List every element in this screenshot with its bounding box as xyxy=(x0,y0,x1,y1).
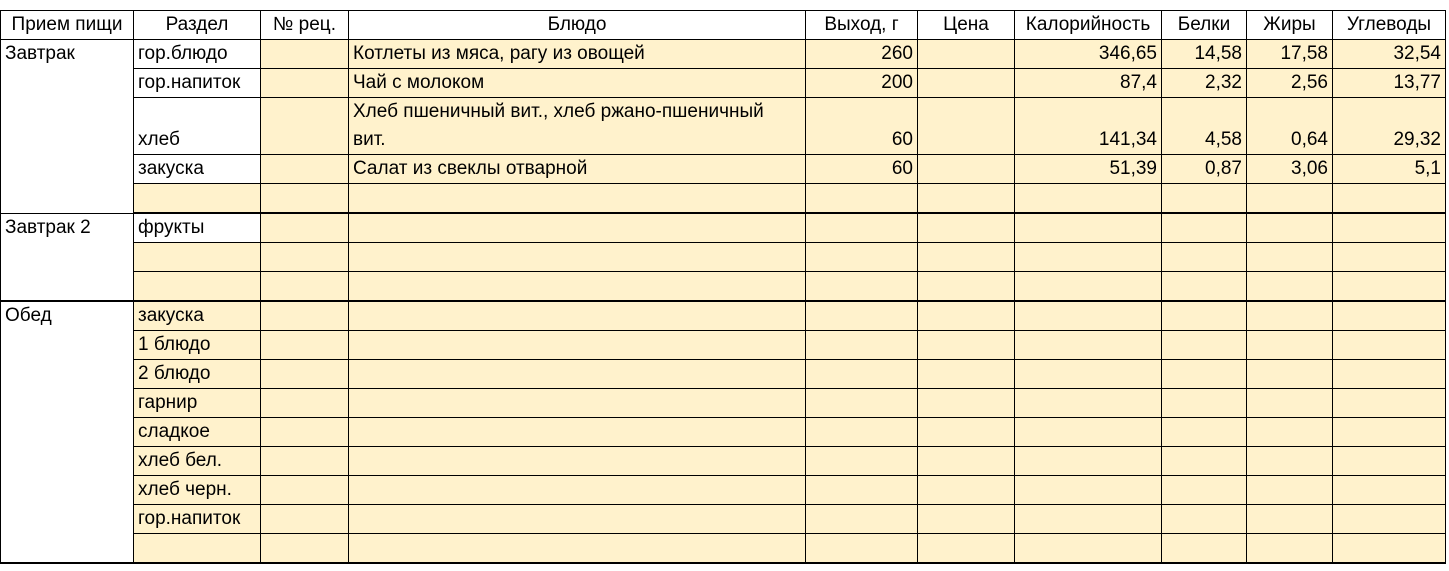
section-cell[interactable]: сладкое xyxy=(134,418,261,447)
protein-cell[interactable] xyxy=(1162,213,1247,243)
section-cell[interactable]: 2 блюдо xyxy=(134,360,261,389)
protein-cell[interactable] xyxy=(1162,447,1247,476)
recipe-cell[interactable] xyxy=(261,505,349,534)
yield-cell[interactable] xyxy=(806,213,918,243)
yield-cell[interactable] xyxy=(806,447,918,476)
calories-cell[interactable] xyxy=(1015,360,1162,389)
calories-cell[interactable] xyxy=(1015,447,1162,476)
fat-cell[interactable] xyxy=(1247,301,1333,331)
recipe-cell[interactable] xyxy=(261,213,349,243)
calories-cell[interactable]: 141,34 xyxy=(1015,98,1162,155)
recipe-cell[interactable] xyxy=(261,360,349,389)
table-row xyxy=(1,98,1446,155)
recipe-cell[interactable] xyxy=(261,184,349,214)
section-cell[interactable]: 1 блюдо xyxy=(134,331,261,360)
yield-cell[interactable] xyxy=(806,534,918,564)
fat-cell[interactable] xyxy=(1247,505,1333,534)
fat-cell[interactable] xyxy=(1247,360,1333,389)
protein-cell[interactable]: 4,58 xyxy=(1162,98,1247,155)
fat-cell[interactable] xyxy=(1247,447,1333,476)
carbs-cell[interactable]: 13,77 xyxy=(1333,69,1446,98)
table-row xyxy=(1,389,1446,418)
recipe-cell[interactable] xyxy=(261,98,349,155)
carbs-cell[interactable] xyxy=(1333,534,1446,564)
dish-cell[interactable] xyxy=(349,447,806,476)
protein-cell[interactable] xyxy=(1162,331,1247,360)
price-cell[interactable] xyxy=(918,243,1015,272)
protein-cell[interactable] xyxy=(1162,184,1247,214)
yield-cell[interactable]: 60 xyxy=(806,155,918,184)
price-cell[interactable] xyxy=(918,389,1015,418)
fat-cell[interactable] xyxy=(1247,243,1333,272)
carbs-cell[interactable]: 32,54 xyxy=(1333,40,1446,69)
section-cell[interactable] xyxy=(134,272,261,302)
section-cell[interactable]: хлеб бел. xyxy=(134,447,261,476)
protein-cell[interactable] xyxy=(1162,534,1247,564)
protein-cell[interactable] xyxy=(1162,360,1247,389)
price-cell[interactable] xyxy=(918,98,1015,155)
price-cell[interactable] xyxy=(918,301,1015,331)
section-cell[interactable]: фрукты xyxy=(134,213,261,243)
yield-cell[interactable] xyxy=(806,301,918,331)
calories-cell[interactable] xyxy=(1015,301,1162,331)
dish-cell[interactable] xyxy=(349,213,806,243)
calories-cell[interactable] xyxy=(1015,243,1162,272)
table-row xyxy=(1,505,1446,534)
dish-cell[interactable]: Котлеты из мяса, рагу из овощей xyxy=(349,40,806,69)
protein-cell[interactable] xyxy=(1162,389,1247,418)
yield-cell[interactable] xyxy=(806,505,918,534)
calories-cell[interactable] xyxy=(1015,272,1162,302)
carbs-cell[interactable] xyxy=(1333,505,1446,534)
protein-cell[interactable] xyxy=(1162,243,1247,272)
yield-cell[interactable]: 60 xyxy=(806,98,918,155)
header-row xyxy=(1,11,1446,40)
header-dish: Блюдо xyxy=(349,11,806,40)
price-cell[interactable] xyxy=(918,476,1015,505)
carbs-cell[interactable] xyxy=(1333,243,1446,272)
fat-cell[interactable]: 3,06 xyxy=(1247,155,1333,184)
price-cell[interactable] xyxy=(918,447,1015,476)
table-row xyxy=(1,243,1446,272)
dish-cell[interactable] xyxy=(349,476,806,505)
carbs-cell[interactable] xyxy=(1333,331,1446,360)
protein-cell[interactable]: 2,32 xyxy=(1162,69,1247,98)
section-cell[interactable] xyxy=(134,243,261,272)
header-meal: Прием пищи xyxy=(1,11,134,40)
calories-cell[interactable] xyxy=(1015,213,1162,243)
section-cell[interactable]: хлеб черн. xyxy=(134,476,261,505)
table-row xyxy=(1,69,1446,98)
recipe-cell[interactable] xyxy=(261,418,349,447)
recipe-cell[interactable] xyxy=(261,69,349,98)
recipe-cell[interactable] xyxy=(261,447,349,476)
section-cell[interactable]: гор.блюдо xyxy=(134,40,261,69)
price-cell[interactable] xyxy=(918,360,1015,389)
header-yield: Выход, г xyxy=(806,11,918,40)
yield-cell[interactable] xyxy=(806,389,918,418)
recipe-cell[interactable] xyxy=(261,301,349,331)
table-row xyxy=(1,360,1446,389)
yield-cell[interactable] xyxy=(806,360,918,389)
price-cell[interactable] xyxy=(918,40,1015,69)
header-calories: Калорийность xyxy=(1015,11,1162,40)
fat-cell[interactable]: 17,58 xyxy=(1247,40,1333,69)
dish-cell[interactable] xyxy=(349,243,806,272)
yield-cell[interactable] xyxy=(806,272,918,302)
protein-cell[interactable] xyxy=(1162,476,1247,505)
section-cell[interactable]: гор.напиток xyxy=(134,69,261,98)
carbs-cell[interactable] xyxy=(1333,447,1446,476)
calories-cell[interactable]: 346,65 xyxy=(1015,40,1162,69)
table-row xyxy=(1,476,1446,505)
meal-cell[interactable]: Завтрак xyxy=(1,40,134,214)
price-cell[interactable] xyxy=(918,69,1015,98)
section-cell[interactable]: закуска xyxy=(134,301,261,331)
carbs-cell[interactable] xyxy=(1333,213,1446,243)
header-section: Раздел xyxy=(134,11,261,40)
dish-cell[interactable] xyxy=(349,272,806,302)
recipe-cell[interactable] xyxy=(261,40,349,69)
calories-cell[interactable]: 87,4 xyxy=(1015,69,1162,98)
recipe-cell[interactable] xyxy=(261,155,349,184)
price-cell[interactable] xyxy=(918,418,1015,447)
section-cell[interactable]: гор.напиток xyxy=(134,505,261,534)
section-cell[interactable]: хлеб xyxy=(134,98,261,155)
table-row xyxy=(1,213,1446,243)
yield-cell[interactable] xyxy=(806,184,918,214)
dish-cell[interactable] xyxy=(349,505,806,534)
protein-cell[interactable] xyxy=(1162,272,1247,302)
calories-cell[interactable] xyxy=(1015,505,1162,534)
yield-cell[interactable] xyxy=(806,476,918,505)
carbs-cell[interactable] xyxy=(1333,184,1446,214)
carbs-cell[interactable] xyxy=(1333,418,1446,447)
fat-cell[interactable] xyxy=(1247,331,1333,360)
price-cell[interactable] xyxy=(918,331,1015,360)
calories-cell[interactable] xyxy=(1015,476,1162,505)
meal-cell[interactable]: Обед xyxy=(1,301,134,563)
header-price: Цена xyxy=(918,11,1015,40)
protein-cell[interactable] xyxy=(1162,505,1247,534)
carbs-cell[interactable] xyxy=(1333,301,1446,331)
fat-cell[interactable]: 0,64 xyxy=(1247,98,1333,155)
dish-cell[interactable] xyxy=(349,418,806,447)
yield-cell[interactable]: 200 xyxy=(806,69,918,98)
yield-cell[interactable] xyxy=(806,331,918,360)
recipe-cell[interactable] xyxy=(261,331,349,360)
dish-cell[interactable]: Хлеб пшеничный вит., хлеб ржано-пшеничный вит. xyxy=(349,98,806,155)
fat-cell[interactable] xyxy=(1247,389,1333,418)
calories-cell[interactable]: 51,39 xyxy=(1015,155,1162,184)
table-row xyxy=(1,331,1446,360)
table-row xyxy=(1,301,1446,331)
dish-cell[interactable] xyxy=(349,534,806,564)
header-protein: Белки xyxy=(1162,11,1247,40)
dish-cell[interactable] xyxy=(349,184,806,214)
price-cell[interactable] xyxy=(918,184,1015,214)
dish-cell[interactable] xyxy=(349,331,806,360)
protein-cell[interactable]: 14,58 xyxy=(1162,40,1247,69)
price-cell[interactable] xyxy=(918,505,1015,534)
recipe-cell[interactable] xyxy=(261,243,349,272)
recipe-cell[interactable] xyxy=(261,389,349,418)
table-row xyxy=(1,272,1446,302)
fat-cell[interactable] xyxy=(1247,418,1333,447)
menu-table xyxy=(0,10,1446,564)
calories-cell[interactable] xyxy=(1015,418,1162,447)
calories-cell[interactable] xyxy=(1015,331,1162,360)
meal-cell[interactable]: Завтрак 2 xyxy=(1,213,134,301)
section-cell[interactable]: гарнир xyxy=(134,389,261,418)
section-cell[interactable] xyxy=(134,184,261,214)
table-row xyxy=(1,40,1446,69)
header-recipe-no: № рец. xyxy=(261,11,349,40)
carbs-cell[interactable] xyxy=(1333,476,1446,505)
price-cell[interactable] xyxy=(918,213,1015,243)
calories-cell[interactable] xyxy=(1015,534,1162,564)
section-cell[interactable] xyxy=(134,534,261,564)
calories-cell[interactable] xyxy=(1015,184,1162,214)
dish-cell[interactable]: Чай с молоком xyxy=(349,69,806,98)
table-row xyxy=(1,184,1446,214)
fat-cell[interactable] xyxy=(1247,213,1333,243)
header-fat: Жиры xyxy=(1247,11,1333,40)
fat-cell[interactable] xyxy=(1247,184,1333,214)
section-cell[interactable]: закуска xyxy=(134,155,261,184)
table-row xyxy=(1,418,1446,447)
yield-cell[interactable] xyxy=(806,243,918,272)
dish-cell[interactable]: Салат из свеклы отварной xyxy=(349,155,806,184)
fat-cell[interactable]: 2,56 xyxy=(1247,69,1333,98)
carbs-cell[interactable]: 5,1 xyxy=(1333,155,1446,184)
recipe-cell[interactable] xyxy=(261,476,349,505)
price-cell[interactable] xyxy=(918,534,1015,564)
carbs-cell[interactable] xyxy=(1333,360,1446,389)
dish-cell[interactable] xyxy=(349,301,806,331)
yield-cell[interactable] xyxy=(806,418,918,447)
fat-cell[interactable] xyxy=(1247,272,1333,302)
table-row xyxy=(1,155,1446,184)
fat-cell[interactable] xyxy=(1247,534,1333,564)
table-row xyxy=(1,534,1446,564)
header-carbs: Углеводы xyxy=(1333,11,1446,40)
fat-cell[interactable] xyxy=(1247,476,1333,505)
dish-cell[interactable] xyxy=(349,360,806,389)
yield-cell[interactable]: 260 xyxy=(806,40,918,69)
carbs-cell[interactable]: 29,32 xyxy=(1333,98,1446,155)
calories-cell[interactable] xyxy=(1015,389,1162,418)
table-row xyxy=(1,447,1446,476)
price-cell[interactable] xyxy=(918,272,1015,302)
price-cell[interactable] xyxy=(918,155,1015,184)
protein-cell[interactable] xyxy=(1162,418,1247,447)
carbs-cell[interactable] xyxy=(1333,389,1446,418)
dish-cell[interactable] xyxy=(349,389,806,418)
recipe-cell[interactable] xyxy=(261,534,349,564)
carbs-cell[interactable] xyxy=(1333,272,1446,302)
protein-cell[interactable] xyxy=(1162,301,1247,331)
recipe-cell[interactable] xyxy=(261,272,349,302)
protein-cell[interactable]: 0,87 xyxy=(1162,155,1247,184)
